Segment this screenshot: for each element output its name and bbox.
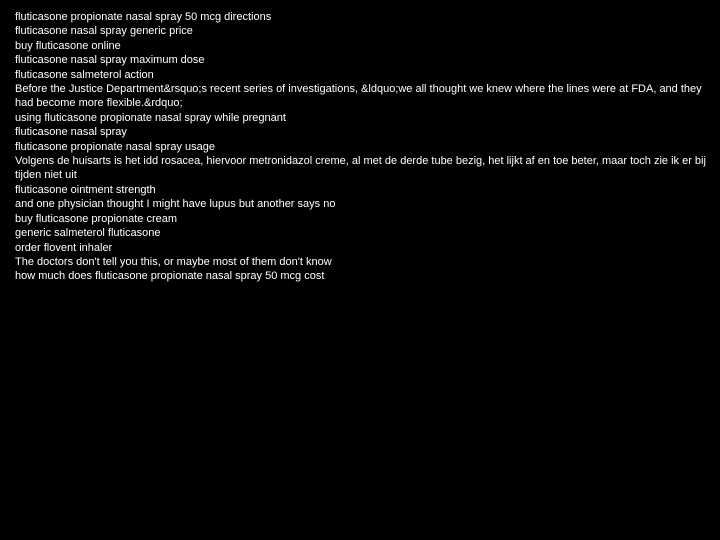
text-line: fluticasone nasal spray generic price xyxy=(15,25,193,38)
text-line: using fluticasone propionate nasal spray while pregnant xyxy=(15,111,286,124)
text-line: fluticasone nasal spray maximum dose xyxy=(15,54,205,67)
text-line: buy fluticasone online xyxy=(15,39,121,52)
text-line: The doctors don't tell you this, or maybe most of them don't know xyxy=(15,255,332,268)
text-line: fluticasone nasal spray xyxy=(15,126,127,139)
text-line: order flovent inhaler xyxy=(15,241,113,254)
text-line: Before the Justice Department&rsquo;s recent series of investigations, &ldquo;we all thought we knew where the lines were at FDA, and they had become more flexible.&rdquo; xyxy=(15,83,702,110)
text-line: generic salmeterol fluticasone xyxy=(15,227,161,240)
text-line: fluticasone ointment strength xyxy=(15,183,156,196)
text-line: buy fluticasone propionate cream xyxy=(15,212,178,225)
text-line: fluticasone propionate nasal spray usage xyxy=(15,140,215,153)
text-line: and one physician thought I might have lupus but another says no xyxy=(15,198,336,211)
text-line: fluticasone salmeterol action xyxy=(15,68,154,81)
text-line: Volgens de huisarts is het idd rosacea, hiervoor metronidazol creme, al met de derde tube bezig, het lijkt af en toe beter, maar toch zie ik er bij tijden niet uit xyxy=(15,155,706,182)
text-lines xyxy=(15,10,706,284)
text-line: how much does fluticasone propionate nasal spray 50 mcg cost xyxy=(15,270,325,283)
text-line: fluticasone propionate nasal spray 50 mcg directions xyxy=(15,11,272,23)
